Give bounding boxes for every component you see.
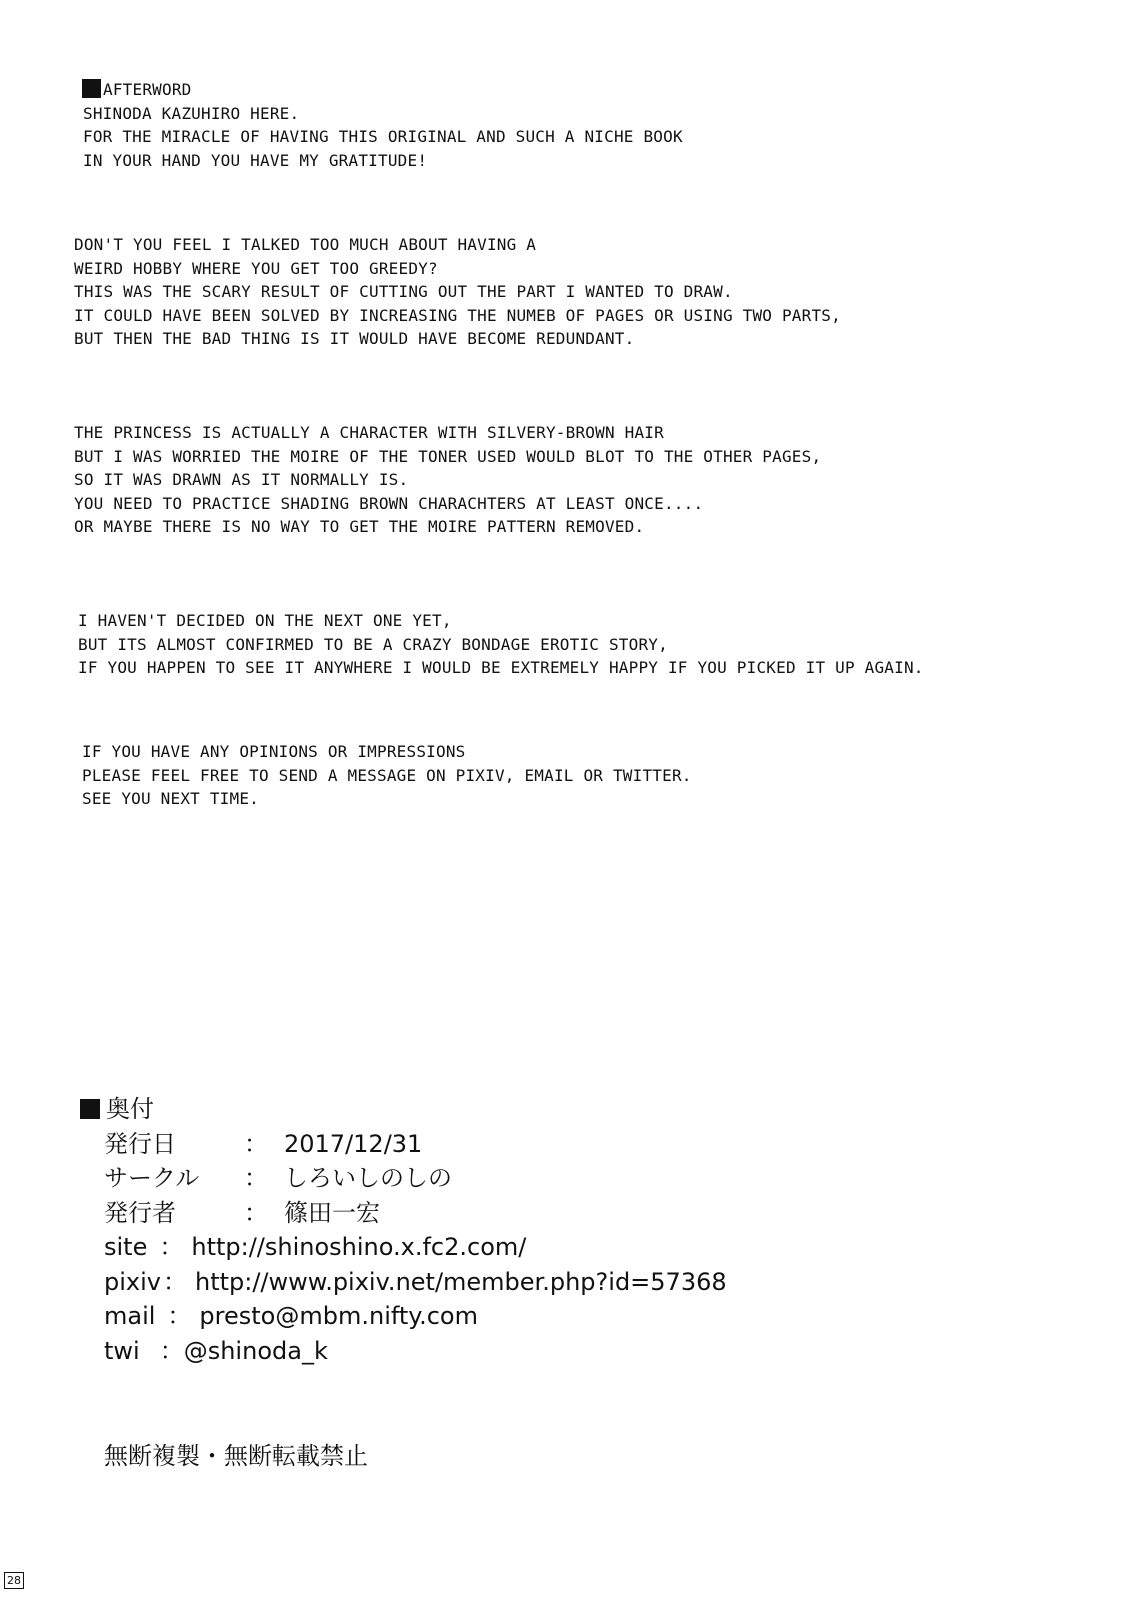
row-separator: ：: [159, 1233, 184, 1261]
row-key: pixiv: [104, 1267, 161, 1296]
paragraph-line: IF YOU HAPPEN TO SEE IT ANYWHERE I WOULD BE EXTREMELY HAPPY IF YOU PICKED IT UP AGAIN.: [78, 658, 924, 677]
row-key: twi: [104, 1336, 140, 1365]
row-value: 篠田一宏: [284, 1198, 380, 1227]
colophon-rows: [104, 1127, 727, 1369]
paragraph-line: BUT ITS ALMOST CONFIRMED TO BE A CRAZY BONDAGE EROTIC STORY,: [78, 634, 668, 654]
row-key: 発行者: [104, 1198, 176, 1227]
square-bullet-icon: [82, 79, 101, 98]
paragraph-line: BUT I WAS WORRIED THE MOIRE OF THE TONER USED WOULD BLOT TO THE OTHER PAGES,: [74, 446, 822, 466]
row-value: しろいしのしの: [284, 1164, 452, 1192]
paragraph-line: PLEASE FEEL FREE TO SEND A MESSAGE ON PIXIV, EMAIL OR TWITTER.: [82, 765, 692, 785]
row-separator: ：: [167, 1302, 192, 1330]
paragraph-line: THIS WAS THE SCARY RESULT OF CUTTING OUT THE PART I WANTED TO DRAW.: [74, 282, 733, 301]
paragraph-line: I HAVEN'T DECIDED ON THE NEXT ONE YET,: [78, 611, 452, 630]
colophon-heading: [80, 1092, 727, 1127]
afterword-intro-block: [82, 78, 683, 172]
twitter-handle: @shinoda_k: [183, 1336, 328, 1365]
afterword-paragraph-3: [74, 421, 821, 539]
paragraph-line: WEIRD HOBBY WHERE YOU GET TOO GREEDY?: [74, 258, 438, 278]
afterword-paragraph-4: [78, 609, 924, 680]
intro-line: FOR THE MIRACLE OF HAVING THIS ORIGINAL AND SUCH A NICHE BOOK: [83, 127, 683, 146]
colophon-row-date: [104, 1127, 727, 1162]
paragraph-line: IT COULD HAVE BEEN SOLVED BY INCREASING THE NUMEB OF PAGES OR USING TWO PARTS,: [74, 305, 841, 325]
square-bullet-icon: [80, 1099, 100, 1119]
page-number: 28: [4, 1572, 24, 1589]
colophon-row-pixiv: [104, 1265, 727, 1300]
intro-line: IN YOUR HAND YOU HAVE MY GRATITUDE!: [83, 150, 428, 170]
colophon-section: [80, 1092, 727, 1368]
site-link: http://shinoshino.x.fc2.com/: [191, 1233, 527, 1261]
row-key: site: [104, 1233, 148, 1261]
pixiv-link: http://www.pixiv.net/member.php?id=57368: [194, 1267, 727, 1296]
mail-address: presto@mbm.nifty.com: [199, 1302, 478, 1330]
colophon-row-site: [104, 1230, 727, 1265]
row-key: mail: [104, 1302, 156, 1330]
row-separator: ：: [244, 1129, 268, 1158]
row-value: 2017/12/31: [284, 1129, 423, 1158]
row-separator: ：: [159, 1336, 184, 1365]
row-key: サークル: [104, 1164, 200, 1192]
copyright-notice: 無断複製・無断転載禁止: [104, 1442, 368, 1470]
afterword-heading: AFTERWORD: [82, 78, 683, 102]
afterword-paragraph-2: [74, 233, 841, 351]
paragraph-line: BUT THEN THE BAD THING IS IT WOULD HAVE BECOME REDUNDANT.: [74, 329, 635, 348]
row-separator: ：: [244, 1164, 268, 1192]
intro-line: SHINODA KAZUHIRO HERE.: [83, 103, 300, 123]
colophon-title: 奥付: [106, 1095, 154, 1123]
afterword-paragraph-5: [82, 740, 692, 811]
colophon-row-circle: [104, 1161, 727, 1196]
row-separator: ：: [244, 1198, 268, 1227]
row-separator: ：: [162, 1267, 187, 1296]
paragraph-line: OR MAYBE THERE IS NO WAY TO GET THE MOIRE PATTERN REMOVED.: [74, 517, 645, 536]
colophon-row-publisher: [104, 1196, 727, 1231]
paragraph-line: SO IT WAS DRAWN AS IT NORMALLY IS.: [74, 470, 409, 489]
colophon-row-twitter: [104, 1334, 727, 1369]
paragraph-line: YOU NEED TO PRACTICE SHADING BROWN CHARACHTERS AT LEAST ONCE....: [74, 493, 704, 513]
row-key: 発行日: [104, 1129, 176, 1158]
paragraph-line: IF YOU HAVE ANY OPINIONS OR IMPRESSIONS: [82, 742, 466, 761]
paragraph-line: THE PRINCESS IS ACTUALLY A CHARACTER WITH SILVERY-BROWN HAIR: [74, 423, 664, 442]
paragraph-line: DON'T YOU FEEL I TALKED TOO MUCH ABOUT HAVING A: [74, 235, 537, 254]
colophon-row-mail: [104, 1299, 727, 1334]
paragraph-line: SEE YOU NEXT TIME.: [82, 789, 259, 808]
